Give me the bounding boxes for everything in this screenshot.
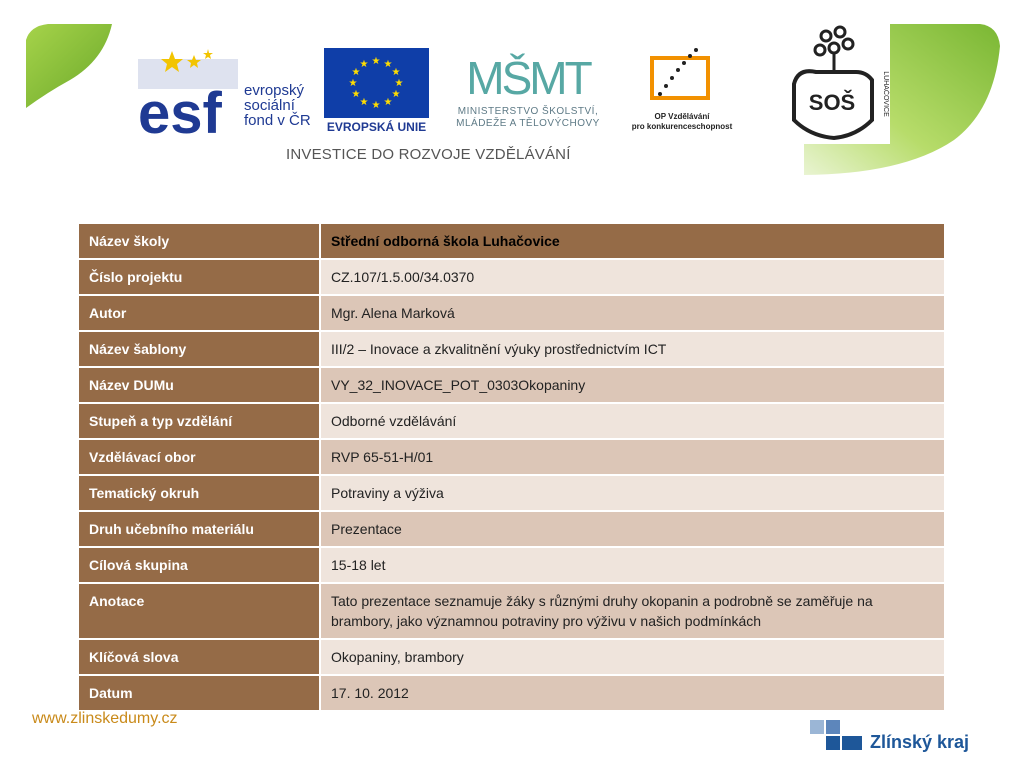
svg-text:esf: esf (138, 81, 222, 135)
row-value: Potraviny a výživa (320, 475, 945, 511)
row-value: RVP 65-51-H/01 (320, 439, 945, 475)
table-row (78, 475, 945, 511)
table-row (78, 367, 945, 403)
svg-text:★: ★ (383, 59, 393, 70)
row-label: Datum (78, 675, 320, 711)
row-label: Autor (78, 295, 320, 331)
row-label: Název šablony (78, 331, 320, 367)
svg-text:SOŠ: SOŠ (808, 90, 856, 115)
partner-logos (138, 40, 758, 170)
svg-text:★: ★ (359, 59, 369, 70)
table-row (78, 583, 945, 639)
op-logo-caption: OP Vzdělávání pro konkurenceschopnost (631, 112, 733, 131)
svg-text:★: ★ (383, 97, 393, 108)
svg-text:★: ★ (351, 67, 361, 78)
eu-logo: ★ ★ ★ ★ ★ ★ ★ ★ ★ ★ ★ ★ EVROPSKÁ UNIE (324, 48, 429, 134)
row-label: Název DUMu (78, 367, 320, 403)
svg-text:★: ★ (391, 89, 401, 100)
zlinsky-kraj-logo: Zlínský kraj (810, 718, 980, 758)
svg-text:★: ★ (394, 78, 404, 89)
msmt-logo-mark (438, 40, 618, 106)
row-value: Střední odborná škola Luhačovice (320, 223, 945, 259)
row-value: Mgr. Alena Marková (320, 295, 945, 331)
table-row (78, 259, 945, 295)
svg-text:★: ★ (391, 67, 401, 78)
op-logo (624, 44, 740, 138)
row-value: VY_32_INOVACE_POT_0303Okopaniny (320, 367, 945, 403)
row-label: Stupeň a typ vzdělání (78, 403, 320, 439)
row-label: Název školy (78, 223, 320, 259)
row-label: Druh učebního materiálu (78, 511, 320, 547)
eu-flag (324, 48, 429, 118)
row-label: Číslo projektu (78, 259, 320, 295)
msmt-name: MINISTERSTVO ŠKOLSTVÍ, MLÁDEŽE A TĚLOVÝCHOVY (456, 106, 600, 129)
svg-text:★: ★ (348, 78, 358, 89)
green-leaf-left-decoration (0, 0, 120, 120)
table-row (78, 675, 945, 711)
row-value: Prezentace (320, 511, 945, 547)
table-row (78, 439, 945, 475)
website-link[interactable]: www.zlinskedumy.cz (32, 710, 178, 727)
svg-text:★: ★ (351, 89, 361, 100)
table-row (78, 547, 945, 583)
sos-luhacovice-logo (786, 24, 890, 144)
document-info-table (77, 222, 946, 712)
svg-text:MŠMT: MŠMT (466, 52, 590, 104)
svg-text:★: ★ (359, 97, 369, 108)
msmt-logo (438, 40, 618, 140)
esf-logo-mark (138, 45, 248, 135)
row-label: Vzdělávací obor (78, 439, 320, 475)
table-row (78, 639, 945, 675)
svg-text:LUHAČOVICE: LUHAČOVICE (882, 71, 889, 117)
row-value: Tato prezentace seznamuje žáky s různými druhy okopanin a podrobně se zaměřuje na brambory, jako významnou potraviny pro výživu v našich podmínkách (320, 583, 945, 639)
svg-text:★: ★ (371, 100, 381, 111)
row-value: 17. 10. 2012 (320, 675, 945, 711)
row-value: Okopaniny, brambory (320, 639, 945, 675)
row-value: CZ.107/1.5.00/34.0370 (320, 259, 945, 295)
table-row (78, 295, 945, 331)
row-label: Tematický okruh (78, 475, 320, 511)
table-row (78, 223, 945, 259)
esf-logo (138, 45, 318, 135)
row-value: III/2 – Inovace a zkvalitnění výuky prostřednictvím ICT (320, 331, 945, 367)
investice-slogan: INVESTICE DO ROZVOJE VZDĚLÁVÁNÍ (286, 146, 571, 163)
row-value: Odborné vzdělávání (320, 403, 945, 439)
table-row (78, 331, 945, 367)
svg-text:★: ★ (371, 56, 381, 67)
esf-logo-text: evropský sociální fond v ČR (244, 82, 311, 129)
zlinsky-kraj-logo-mark (810, 718, 866, 758)
row-label: Cílová skupina (78, 547, 320, 583)
row-label: Klíčová slova (78, 639, 320, 675)
row-label: Anotace (78, 583, 320, 639)
op-logo-mark (624, 44, 740, 110)
table-row (78, 511, 945, 547)
row-value: 15-18 let (320, 547, 945, 583)
table-row (78, 403, 945, 439)
